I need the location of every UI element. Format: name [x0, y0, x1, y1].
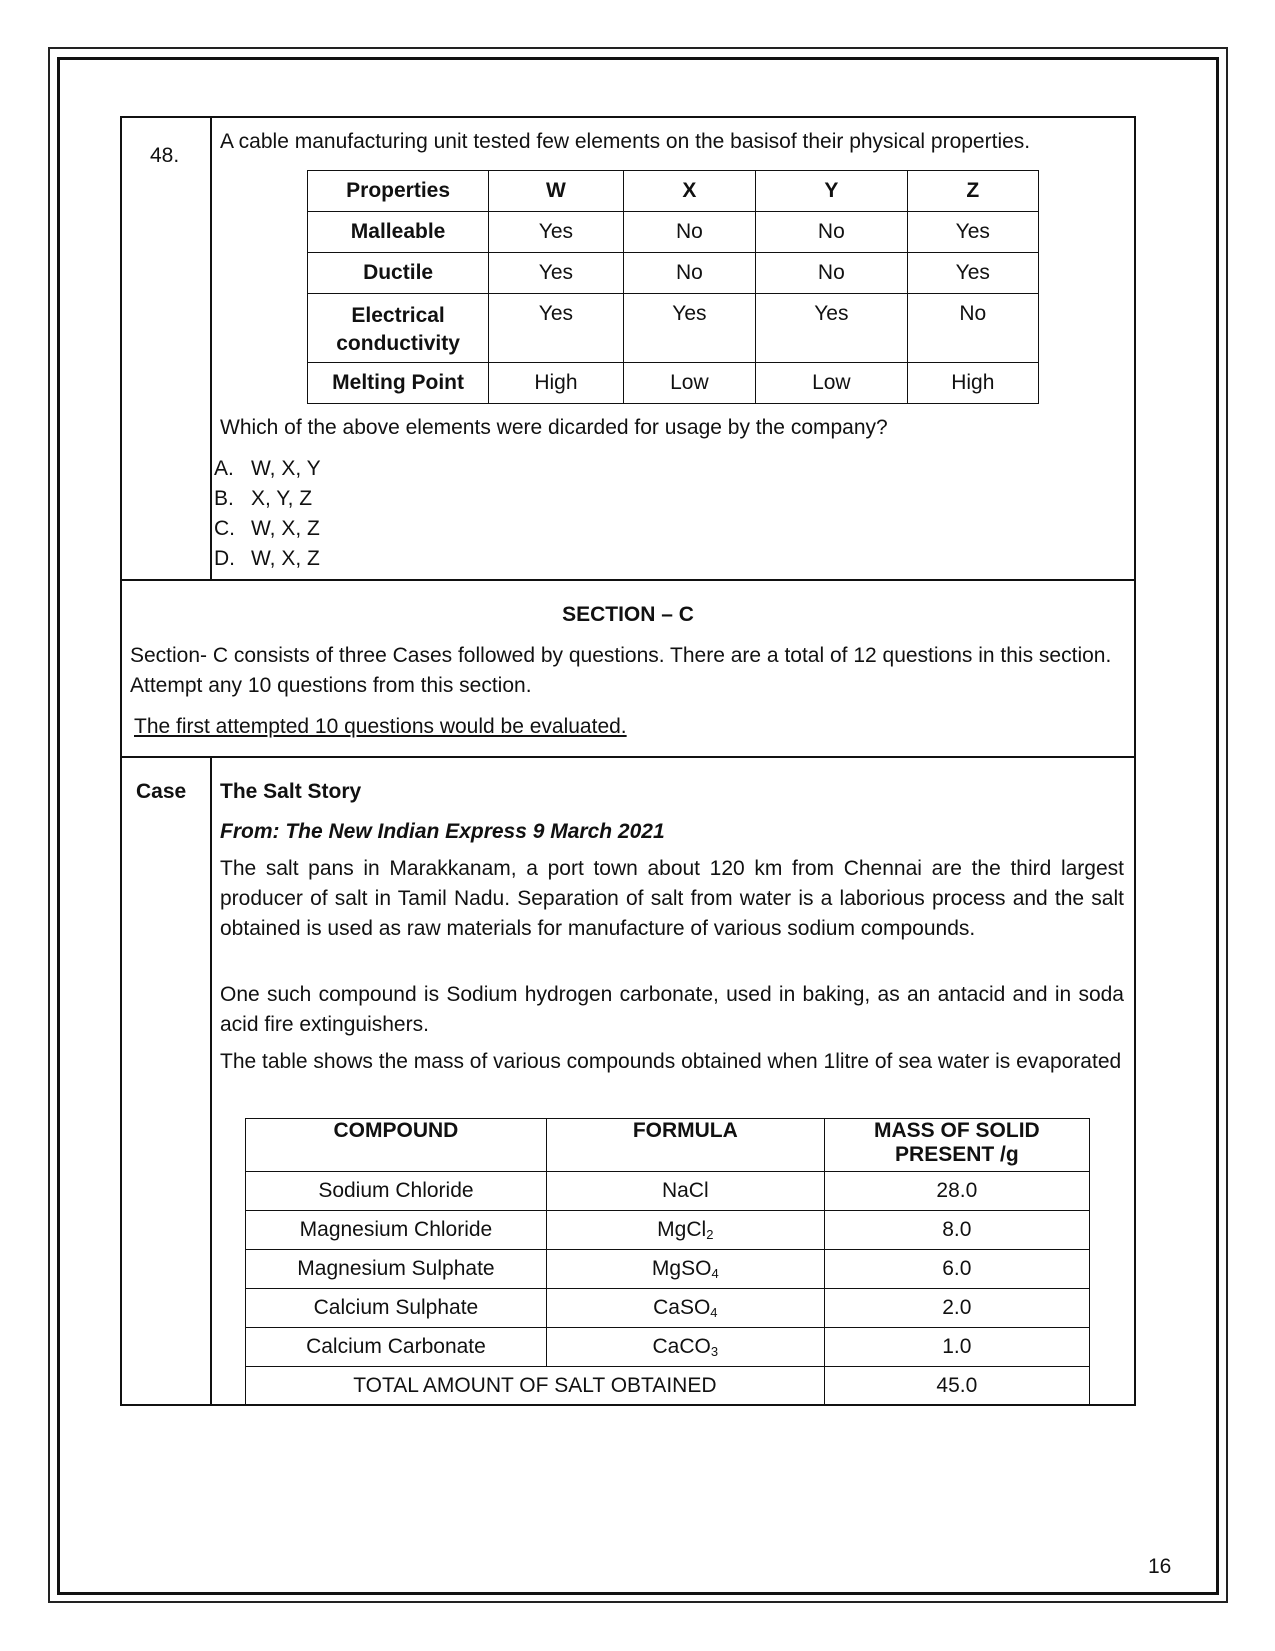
option-c[interactable]	[214, 514, 321, 544]
table-cell: High	[907, 363, 1038, 404]
formula-subscript: 4	[711, 1266, 719, 1281]
table-row	[308, 294, 1039, 363]
formula-base: MgSO	[651, 1257, 712, 1280]
compound-mass: 1.0	[824, 1328, 1089, 1367]
header-w: W	[489, 171, 624, 212]
row-label: Melting Point	[308, 363, 489, 404]
compound-mass: 28.0	[824, 1172, 1089, 1211]
option-letter: D.	[214, 547, 235, 570]
formula-base: CaCO	[652, 1335, 711, 1358]
row-label: Malleable	[308, 212, 489, 253]
table-row	[246, 1211, 1090, 1250]
option-text: W, X, Z	[251, 547, 320, 570]
question-number: 48.	[150, 144, 180, 167]
table-cell: No	[756, 253, 907, 294]
case-block	[120, 756, 1136, 1406]
row-label: Ductile	[308, 253, 489, 294]
case-content	[220, 758, 1124, 1404]
table-cell: Yes	[489, 294, 624, 363]
compound-mass: 6.0	[824, 1250, 1089, 1289]
table-row	[308, 363, 1039, 404]
table-row	[308, 212, 1039, 253]
case-label: Case	[136, 780, 187, 803]
table-cell: Low	[623, 363, 755, 404]
table-cell: Yes	[489, 253, 624, 294]
compound-name: Calcium Sulphate	[246, 1289, 547, 1328]
header-formula: FORMULA	[546, 1119, 824, 1172]
question-number-column	[122, 118, 212, 579]
formula-subscript: 2	[706, 1227, 714, 1242]
question-intro: A cable manufacturing unit tested few elements on the basisof their physical properties.	[220, 130, 1031, 153]
total-label: TOTAL AMOUNT OF SALT OBTAINED	[246, 1367, 825, 1406]
formula-subscript: 4	[710, 1305, 718, 1320]
salt-header-row	[246, 1119, 1090, 1172]
compound-formula	[546, 1172, 824, 1211]
table-cell: No	[623, 212, 755, 253]
row-label: Electrical conductivity	[308, 294, 489, 363]
properties-table	[307, 170, 1039, 404]
question-48-block	[120, 116, 1136, 581]
option-d[interactable]	[214, 544, 321, 574]
section-instructions: Section- C consists of three Cases followed by questions. There are a total of 12 questions in this section. Attempt any 10 questions from this section.	[130, 644, 1112, 697]
table-cell: Yes	[907, 253, 1038, 294]
formula-base: NaCl	[661, 1179, 709, 1202]
table-cell: Yes	[623, 294, 755, 363]
compound-mass: 2.0	[824, 1289, 1089, 1328]
table-row	[246, 1250, 1090, 1289]
formula-base: CaSO	[653, 1296, 711, 1319]
table-cell: High	[489, 363, 624, 404]
answer-options	[214, 454, 321, 574]
table-cell: Yes	[907, 212, 1038, 253]
total-row	[246, 1367, 1090, 1406]
header-properties: Properties	[308, 171, 489, 212]
section-note: The first attempted 10 questions would be evaluated.	[134, 715, 627, 738]
option-letter: C.	[214, 517, 235, 540]
option-text: W, X, Z	[251, 517, 320, 540]
properties-header-row	[308, 171, 1039, 212]
table-row	[246, 1289, 1090, 1328]
compound-name: Sodium Chloride	[246, 1172, 547, 1211]
case-paragraph-2: One such compound is Sodium hydrogen carbonate, used in baking, as an antacid and in soda acid fire extinguishers.	[220, 983, 1124, 1036]
compound-name: Magnesium Chloride	[246, 1211, 547, 1250]
question-text: Which of the above elements were dicarded for usage by the company?	[220, 416, 888, 439]
case-title: The Salt Story	[220, 780, 362, 803]
table-cell: No	[756, 212, 907, 253]
formula-subscript: 3	[710, 1344, 719, 1359]
table-cell: Yes	[756, 294, 907, 363]
header-compound: COMPOUND	[246, 1119, 547, 1172]
table-cell: No	[623, 253, 755, 294]
page-number: 16	[1148, 1555, 1172, 1578]
option-text: X, Y, Z	[251, 487, 313, 510]
option-letter: A.	[214, 457, 234, 480]
compound-formula	[546, 1328, 824, 1367]
option-letter: B.	[214, 487, 234, 510]
option-a[interactable]	[214, 454, 321, 484]
compound-formula	[546, 1211, 824, 1250]
table-row	[308, 253, 1039, 294]
header-x: X	[623, 171, 755, 212]
section-c-block	[120, 579, 1136, 758]
section-title: SECTION – C	[562, 603, 694, 626]
case-source: From: The New Indian Express 9 March 2021	[220, 820, 665, 843]
case-paragraph-3: The table shows the mass of various compounds obtained when 1litre of sea water is evaporated	[220, 1050, 1122, 1073]
header-y: Y	[756, 171, 907, 212]
header-z: Z	[907, 171, 1038, 212]
table-row	[246, 1172, 1090, 1211]
option-text: W, X, Y	[251, 457, 321, 480]
compound-name: Magnesium Sulphate	[246, 1250, 547, 1289]
table-row	[246, 1328, 1090, 1367]
compound-mass: 8.0	[824, 1211, 1089, 1250]
table-cell: Low	[756, 363, 907, 404]
table-cell: No	[907, 294, 1038, 363]
header-mass: MASS OF SOLID PRESENT /g	[824, 1119, 1089, 1172]
table-cell: Yes	[489, 212, 624, 253]
option-b[interactable]	[214, 484, 321, 514]
case-paragraph-1: The salt pans in Marakkanam, a port town about 120 km from Chennai are the third largest producer of salt in Tamil Nadu. Separation of salt from water is a laborious process and the salt obtained is used as raw materials for manufacture of various sodium compounds.	[220, 857, 1124, 940]
compound-formula	[546, 1250, 824, 1289]
compound-name: Calcium Carbonate	[246, 1328, 547, 1367]
total-value: 45.0	[824, 1367, 1089, 1406]
compound-formula	[546, 1289, 824, 1328]
case-label-column	[122, 758, 212, 1404]
formula-base: MgCl	[657, 1218, 707, 1241]
salt-table	[245, 1118, 1090, 1406]
